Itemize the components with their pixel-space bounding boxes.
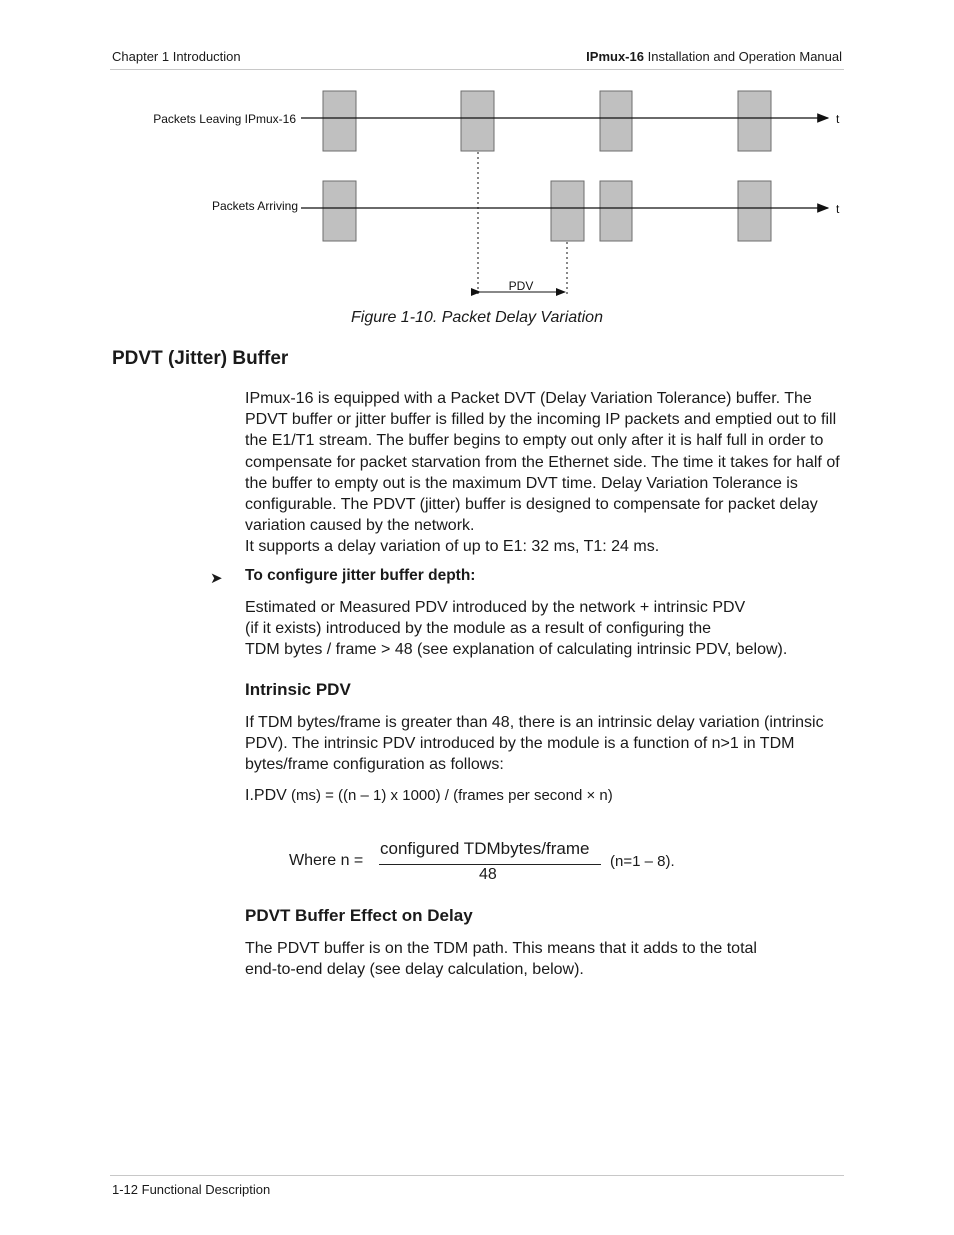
packet-arriving-3: [600, 181, 632, 241]
pdv-diagram: [0, 0, 954, 310]
n-range: (n=1 – 8).: [610, 853, 675, 870]
packet-leaving-3: [600, 91, 632, 151]
formula-name: I.PDV: [245, 787, 287, 804]
procedure-arrow-icon: ➤: [210, 570, 223, 587]
section-title: PDVT (Jitter) Buffer: [112, 348, 289, 369]
row1-time-label: t: [836, 112, 840, 126]
footer-page: 1-12 Functional Description: [112, 1182, 271, 1197]
where-label: Where n =: [289, 852, 364, 869]
section-paragraph-1: IPmux-16 is equipped with a Packet DVT (Delay Variation Tolerance) buffer. The PDVT buffer or jitter buffer is filled by the incoming IP packets and emptied out to fill the E1/T1 stream. The buffer begins to empty out only after it is half full in order to compensate for packet starvation from the Ethernet side. The time it takes for half of the buffer to empty out is the maximum DVT time. Delay Variation Tolerance is configurable. The PDVT (jitter) buffer is designed to compensate for packet delay variation caused by the network.: [245, 390, 840, 535]
effect-paragraph: The PDVT buffer is on the TDM path. This means that it adds to the total end-to-end delay (see delay calculation, below).: [245, 940, 757, 979]
packet-arriving-2: [551, 181, 584, 241]
intrinsic-formula: [245, 785, 845, 806]
packet-arriving-4: [738, 181, 771, 241]
manual-product-name: IPmux-16: [586, 49, 644, 64]
procedure-body: [245, 597, 845, 661]
procedure-title: To configure jitter buffer depth:: [245, 567, 476, 584]
running-header-chapter: Chapter 1 Introduction: [112, 49, 241, 64]
fraction-bar: [379, 864, 601, 865]
pdv-label: PDV: [508, 279, 534, 293]
procedure-line-1: Estimated or Measured PDV introduced by the network + intrinsic PDV: [245, 599, 746, 616]
packet-arriving-1: [323, 181, 356, 241]
procedure-line-3: TDM bytes / frame > 48 (see explanation of calculating intrinsic PDV, below).: [245, 641, 788, 659]
effect-title: PDVT Buffer Effect on Delay: [245, 906, 473, 925]
fraction-numerator: configured TDMbytes/frame: [380, 839, 590, 858]
formula-expression: (ms) = ((n – 1) x 1000) / (frames per second × n): [286, 787, 613, 804]
section-body: [245, 388, 845, 558]
packet-leaving-4: [738, 91, 771, 151]
packet-leaving-1: [323, 91, 356, 151]
figure-caption: Figure 1-10. Packet Delay Variation: [351, 309, 603, 326]
row2-time-label: t: [836, 202, 840, 216]
intrinsic-title: Intrinsic PDV: [245, 680, 351, 699]
footer-rule: [110, 1175, 844, 1176]
packet-leaving-2: [461, 91, 494, 151]
row2-label: Packets Arriving: [211, 199, 298, 213]
section-paragraph-2: It supports a delay variation of up to E1: 32 ms, T1: 24 ms.: [245, 538, 660, 556]
intrinsic-paragraph: If TDM bytes/frame is greater than 48, there is an intrinsic delay variation (intrinsic PDV). The intrinsic PDV introduced by the module is a function of n>1 in TDM bytes/frame configuration as follows:: [245, 714, 824, 774]
procedure-line-2: (if it exists) introduced by the module as a result of configuring the: [245, 620, 712, 638]
row1-label: Packets Leaving IPmux-16: [153, 112, 296, 126]
fraction-denominator: 48: [479, 866, 497, 883]
manual-title-rest: Installation and Operation Manual: [643, 49, 842, 64]
